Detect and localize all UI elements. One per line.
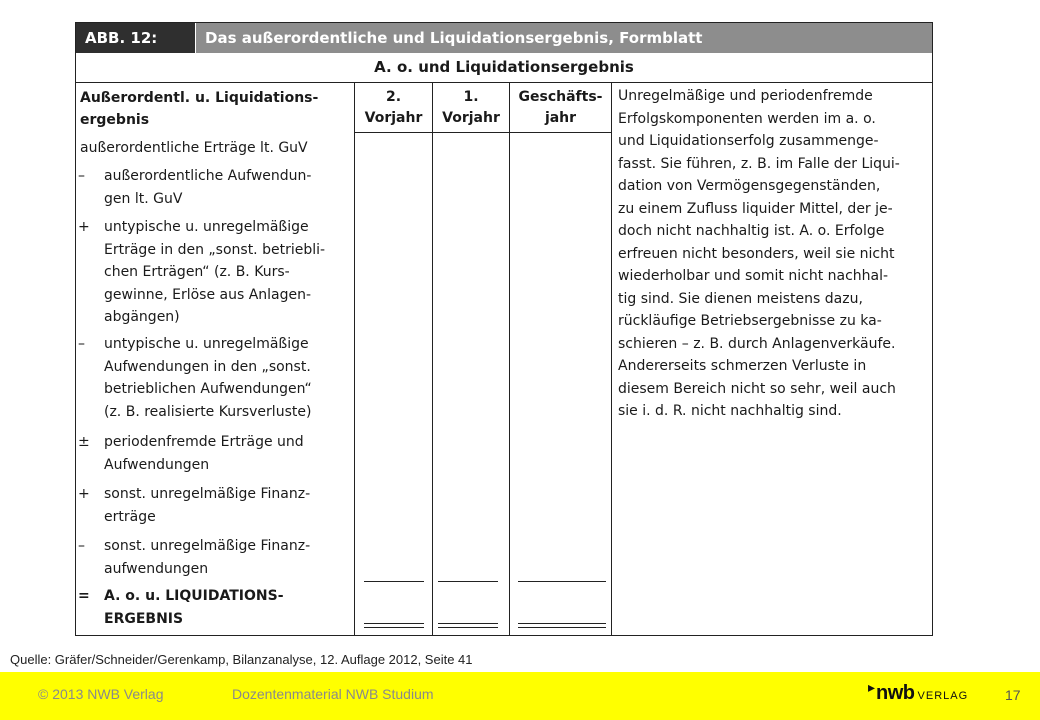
column-divider: [611, 82, 612, 635]
total-double-line: [518, 627, 606, 628]
column-header-1-vorjahr: [433, 87, 509, 129]
row-operator: –: [78, 336, 85, 352]
total-double-line: [438, 627, 498, 628]
column-divider: [432, 82, 433, 635]
row-operator: ±: [78, 434, 90, 450]
row-operator: +: [78, 219, 90, 235]
column-header-line: Geschäfts-: [518, 89, 603, 105]
figure-table: [75, 22, 933, 636]
total-double-line: [364, 623, 424, 624]
total-double-line: [364, 627, 424, 628]
column-divider: [354, 82, 355, 635]
row-label: A. o. u. LIQUIDATIONS- ERGEBNIS: [104, 588, 284, 627]
source-citation: Quelle: Gräfer/Schneider/Gerenkamp, Bilanzanalyse, 12. Auflage 2012, Seite 41: [10, 652, 473, 667]
footer-material: Dozentenmaterial NWB Studium: [232, 686, 434, 702]
row-operator: =: [78, 588, 90, 604]
row-label: außerordentliche Erträge lt. GuV: [80, 140, 308, 156]
total-double-line: [438, 623, 498, 624]
nwb-logo: [868, 679, 969, 705]
column-header-underline: [355, 132, 611, 133]
logo-verlag-text: VERLAG: [917, 690, 969, 702]
row-label: untypische u. unregelmäßige Aufwendungen in den „sonst. betrieblichen Aufwendungen“ (z. B. realisierte Kursverluste): [104, 336, 312, 420]
label-column-header: Außerordentl. u. Liquidations- ergebnis: [80, 90, 319, 128]
subtotal-line: [438, 581, 498, 582]
subtotal-line: [364, 581, 424, 582]
logo-nwb-text: nwb: [876, 682, 915, 704]
column-header-geschaeftsjahr: [510, 87, 611, 129]
column-header-2-vorjahr: [355, 87, 432, 129]
column-header-line: jahr: [544, 110, 577, 126]
row-operator: –: [78, 538, 85, 554]
table-subtitle: A. o. und Liquidationsergebnis: [76, 53, 932, 83]
subtotal-line: [518, 581, 606, 582]
figure-title: Das außerordentliche und Liquidationsergebnis, Formblatt: [196, 23, 932, 53]
figure-header: [76, 23, 932, 53]
row-label: periodenfremde Erträge und Aufwendungen: [104, 434, 304, 473]
column-header-line: 2.: [385, 89, 402, 105]
row-label: außerordentliche Aufwendun- gen lt. GuV: [104, 168, 312, 207]
row-label: sonst. unregelmäßige Finanz- aufwendungen: [104, 538, 311, 577]
footer-copyright: © 2013 NWB Verlag: [38, 686, 164, 702]
logo-arrow-icon: ▸: [868, 679, 876, 695]
total-double-line: [518, 623, 606, 624]
column-header-line: 1.: [463, 89, 479, 105]
description-text: Unregelmäßige und periodenfremde Erfolgskomponenten werden im a. o. und Liquidationserfolg zusammenge- fasst. Sie führen, z. B. im Falle der Liqui- dation von Vermögensgegenständen, zu einem Zufluss liquider Mittel, der je- doch nicht nachhaltig ist. A. o. Erfolge erfreuen nicht besonders, weil sie nicht wiederholbar und somit nicht nachhal- tig sind. Sie dienen meistens dazu, rückläufige Betriebsergebnisse zu ka- schieren – z. B. durch Anlagenverkäufe. Andererseits schmerzen Verluste in diesem Bereich nicht so sehr, weil auch sie i. d. R. nicht nachhaltig sind.: [618, 88, 900, 419]
footer-bar: [0, 672, 1040, 720]
page-number: 17: [1005, 687, 1021, 703]
row-label: untypische u. unregelmäßige Erträge in den „sonst. betriebli- chen Erträgen“ (z. B. Kurs- gewinne, Erlöse aus Anlagen- abgängen): [104, 219, 326, 325]
figure-label: ABB. 12:: [76, 23, 195, 53]
column-header-line: Vorjahr: [442, 110, 500, 126]
row-operator: +: [78, 486, 90, 502]
column-divider: [509, 82, 510, 635]
column-header-line: Vorjahr: [364, 110, 423, 126]
row-label: sonst. unregelmäßige Finanz- erträge: [104, 486, 311, 525]
row-operator: –: [78, 168, 85, 184]
